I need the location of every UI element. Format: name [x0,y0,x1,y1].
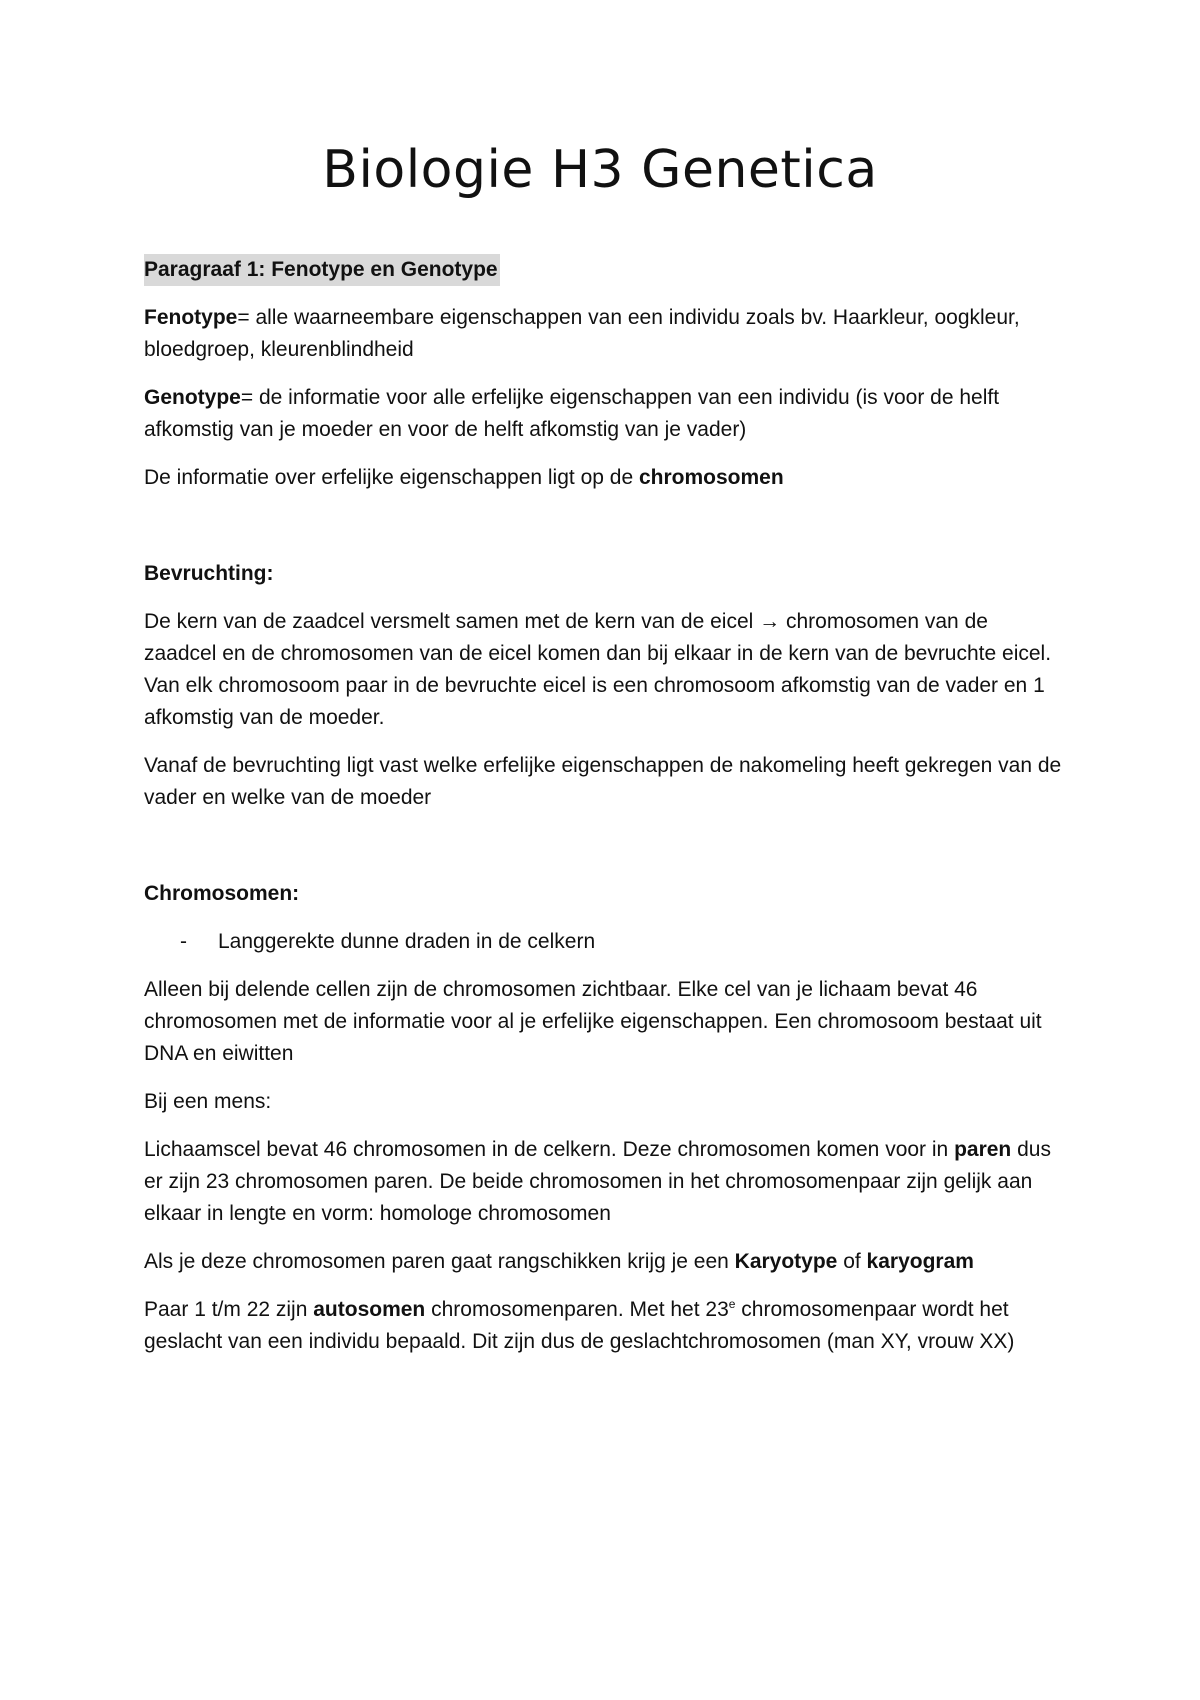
document-body [144,254,1064,1374]
chromosomen-paragraph-3 [144,1134,1064,1230]
bullet-marker: - [180,930,187,953]
chromosomen-paragraph-5 [144,1294,1064,1358]
arrow-right-icon: → [759,610,781,633]
p4-bold-karyotype: Karyotype [734,1250,838,1273]
section-heading-chromosomen [144,878,1064,910]
p5-part1: Paar 1 t/m 22 zijn [144,1298,314,1321]
section-heading-bevruchting [144,558,1064,590]
document-title: Biologie H3 Genetica [322,140,878,200]
list-item [144,926,1064,958]
bevruchting-heading: Bevruchting: [144,562,274,585]
p5-part3: chromosomenpaar wordt het geslacht van een individu bepaald. Dit zijn dus de geslachtchromosomen (man XY, vrouw XX) [144,1298,1015,1353]
bevruchting-paragraph-2: Vanaf de bevruchting ligt vast welke erfelijke eigenschappen de nakomeling heeft gekregen van de vader en welke van de moeder [144,754,1062,809]
chromosome-info [144,462,1064,494]
p3-bold: paren [954,1138,1012,1161]
bevruchting-paragraph-1 [144,606,1064,734]
genotype-term: Genotype [144,386,241,409]
p4-mid: of [837,1250,867,1273]
fenotype-term: Fenotype [144,306,238,329]
chromosomen-heading: Chromosomen: [144,882,300,905]
chromosome-info-text: De informatie over erfelijke eigenschappen ligt op de [144,466,639,489]
chromosomen-paragraph-2: Bij een mens: [144,1090,272,1113]
p4-part1: Als je deze chromosomen paren gaat rangschikken krijg je een [144,1250,735,1273]
spacer [144,510,1064,558]
bullet-text: Langgerekte dunne draden in de celkern [218,930,596,953]
chromosome-info-bold: chromosomen [638,466,784,489]
p3-part2: dus er zijn 23 chromosomen paren. De beide chromosomen in het chromosomenpaar zijn gelijk aan elkaar in lengte en vorm: homologe chromosomen [144,1138,1051,1225]
genotype-definition [144,382,1064,446]
fenotype-text: = alle waarneembare eigenschappen van een individu zoals bv. Haarkleur, oogkleur, bloedgroep, kleurenblindheid [144,306,1020,361]
p5-bold: autosomen [313,1298,426,1321]
p4-bold-karyogram: karyogram [866,1250,974,1273]
spacer [144,830,1064,878]
chromosomen-paragraph-1: Alleen bij delende cellen zijn de chromosomen zichtbaar. Elke cel van je lichaam bevat 46 chromosomen met de informatie voor al je erfelijke eigenschappen. Een chromosoom bestaat uit DNA en eiwitten [144,978,1042,1065]
bevruchting-p1-part2: chromosomen van de zaadcel en de chromosomen van de eicel komen dan bij elkaar in de kern van de bevruchte eicel. Van elk chromosoom paar in de bevruchte eicel is een chromosoom afkomstig van de vader en 1 afkomstig van de moeder. [144,610,1052,729]
chromosomen-paragraph-4 [144,1246,1064,1278]
fenotype-definition [144,302,1064,366]
p5-superscript: e [728,1297,736,1311]
section-heading-paragraaf-1 [144,254,1064,286]
highlighted-heading: Paragraaf 1: Fenotype en Genotype [144,254,500,286]
genotype-text: = de informatie voor alle erfelijke eigenschappen van een individu (is voor de helft afkomstig van je moeder en voor de helft afkomstig van je vader) [144,386,1000,441]
p3-part1: Lichaamscel bevat 46 chromosomen in de celkern. Deze chromosomen komen voor in [144,1138,955,1161]
bevruchting-p1-part1: De kern van de zaadcel versmelt samen met de kern van de eicel [144,610,760,633]
p5-part2: chromosomenparen. Met het 23 [425,1298,729,1321]
